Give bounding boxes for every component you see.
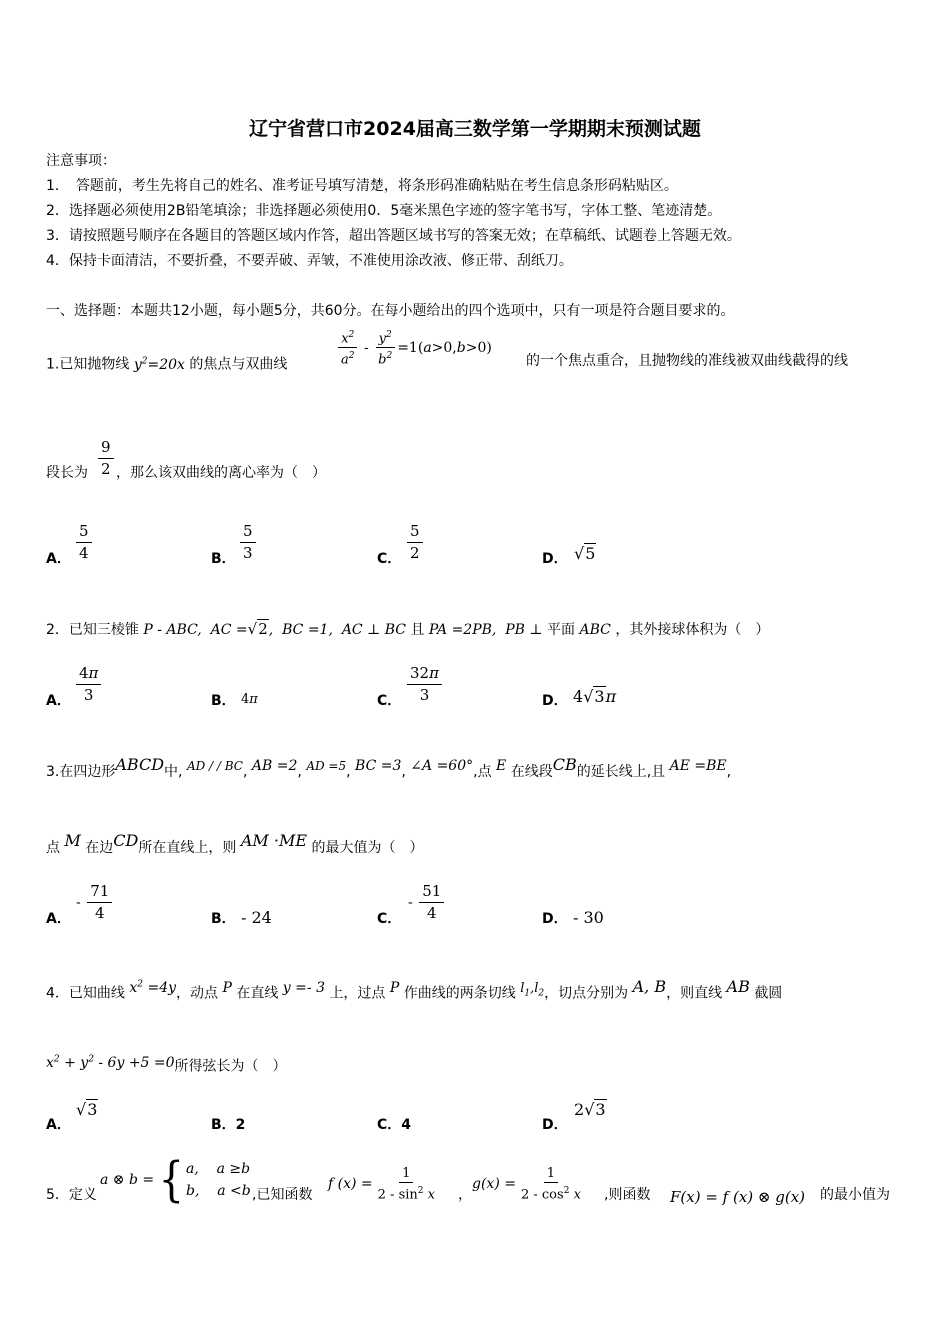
q2-text-1: 2．已知三棱锥 <box>46 622 139 638</box>
notice-item-1: 1． 答题前，考生先将自己的姓名、准考证号填写清楚，将条形码准确粘贴在考生信息条形码粘贴区。 <box>46 178 678 194</box>
q2-option-b-value: 4π <box>241 692 258 707</box>
q2-option-b-label: B． <box>211 693 236 709</box>
q3-text-5: 的延长线上,且 <box>576 764 666 780</box>
q2-text-2: 且 <box>410 622 425 638</box>
q5-F-formula: F(x) = f (x) ⊗ g(x) <box>670 1188 806 1206</box>
q1-option-d-label: D． <box>542 551 568 567</box>
q1-option-a-value: $\frac{5}{4}$ <box>74 522 94 563</box>
q5-text-1: 5．定义 <box>46 1187 97 1203</box>
q2-text-3: 平面 <box>547 622 576 638</box>
q2-plane: ABC <box>579 622 611 638</box>
q4-text-8: 截圆 <box>754 985 783 1002</box>
q4-text-7: ，则直线 <box>666 985 723 1002</box>
q1-hyperbola-formula: $\frac{x^2}{a^2}$ - $\frac{y^2}{b^2}$ =1(a>0,b>0) <box>336 328 492 374</box>
q3-text-8: 所在直线上，则 <box>138 840 237 856</box>
q2-option-c-label: C． <box>377 693 402 709</box>
q1-text-4: 段长为 <box>46 465 88 481</box>
question-3-line-2: 点 M 在边CD所在直线上，则 AM ·ME 的最大值为（ ） <box>46 831 424 856</box>
q5-text-3: ， <box>458 1187 472 1203</box>
notice-item-4: 4．保持卡面清洁，不要折叠，不要弄破、弄皱，不准使用涂改液、修正带、刮纸刀。 <box>46 253 573 269</box>
q2-option-a-value: $\frac{4\pi}{3}$ <box>74 664 103 705</box>
notice-heading: 注意事项： <box>46 153 116 169</box>
q3-text-3: ,点 <box>473 764 492 780</box>
q3-text-6: 点 <box>46 840 60 856</box>
q1-option-b-value: $\frac{5}{3}$ <box>238 522 258 563</box>
q3-text-1: 3.在四边形 <box>46 764 116 780</box>
q1-text-1: 1.已知抛物线 <box>46 356 130 373</box>
notice-item-2: 2．选择题必须使用2B铅笔填涂；非选择题必须使用0．5毫米黑色字迹的签字笔书写，字体工整、笔迹清楚。 <box>46 203 722 219</box>
q1-text-5: ，那么该双曲线的离心率为（ ） <box>116 465 326 481</box>
q4-text-3: 在直线 <box>236 985 279 1002</box>
q1-text-3: 的一个焦点重合，且抛物线的准线被双曲线截得的线 <box>526 353 848 369</box>
q2-conditions: P - ABC, AC =√2, BC =1, AC ⊥ BC <box>143 620 406 638</box>
q3-option-a-label: A． <box>46 911 71 927</box>
q4-text-6: ，切点分别为 <box>544 985 629 1002</box>
q1-option-c-label: C． <box>377 551 402 567</box>
page-title: 辽宁省营口市2024届高三数学第一学期期末预测试题 <box>249 118 701 140</box>
q4-option-c: C．4 <box>377 1117 412 1133</box>
q3-option-d-value: - 30 <box>573 908 604 927</box>
q1-text-2: 的焦点与双曲线 <box>189 356 288 373</box>
q2-option-a-label: A． <box>46 693 71 709</box>
q2-option-d-label: D． <box>542 693 568 709</box>
question-4-line-2 <box>46 1054 287 1076</box>
notice-item-3: 3．请按照题号顺序在各题目的答题区域内作答，超出答题区域书写的答案无效；在草稿纸、试题卷上答题无效。 <box>46 228 741 244</box>
q4-text-5: 作曲线的两条切线 <box>403 985 516 1002</box>
q2-conditions-2: PA =2PB, PB ⊥ <box>428 622 543 638</box>
q5-text-5: 的最小值为 <box>820 1187 890 1203</box>
q1-option-a-label: A． <box>46 551 71 567</box>
q4-text-4: 上，过点 <box>329 985 386 1002</box>
q3-option-d-label: D． <box>542 911 568 927</box>
q3-quad: ABCD <box>115 755 165 774</box>
q2-option-d-value: 4√3π <box>573 687 617 706</box>
q3-option-b-label: B． <box>211 911 236 927</box>
q3-text-2: 中, <box>164 764 183 780</box>
q5-definition: a ⊗ b = { a, a ≥b b, a <b <box>100 1152 251 1208</box>
q4-text-9: 所得弦长为（ ） <box>174 1058 287 1075</box>
section-heading: 一、选择题：本题共12小题，每小题5分，共60分。在每小题给出的四个选项中，只有一项是符合题目要求的。 <box>46 303 735 319</box>
q4-option-d-value: 2√3 <box>574 1100 606 1119</box>
question-2-line-1 <box>46 620 769 639</box>
q3-text-4: 在线段 <box>510 764 553 780</box>
q4-text-1: 4．已知曲线 <box>46 985 125 1002</box>
q1-parabola-formula: $y^2=20x$ <box>133 356 185 373</box>
question-1-line-1 <box>46 352 287 374</box>
q2-text-4: ，其外接球体积为（ ） <box>615 622 770 638</box>
q4-text-2: ，动点 <box>176 985 219 1002</box>
q5-text-4: ,则函数 <box>604 1187 651 1203</box>
q5-text-2: ,已知函数 <box>252 1187 313 1203</box>
q4-option-d-label: D． <box>542 1117 568 1133</box>
q3-text-7: 在边 <box>85 840 114 856</box>
q5-f-formula: f (x) = $\frac{1}{2 - \sin^2 x}$ <box>328 1166 435 1203</box>
q4-option-a-value: √3 <box>76 1100 98 1119</box>
q1-option-c-value: $\frac{5}{2}$ <box>405 522 425 563</box>
q1-option-b-label: B． <box>211 551 236 567</box>
q4-option-a-label: A． <box>46 1117 71 1133</box>
question-4-line-1: 4．已知曲线 $x^2 =4y$，动点 P 在直线 y =- 3 上，过点 P 作曲线的两条切线 $l_1,l_2$，切点分别为 A, B，则直线 AB 截圆 <box>46 976 783 1002</box>
q3-option-c-value: - $\frac{51}{4}$ <box>408 882 446 923</box>
q1-option-d-value: √5 <box>574 544 596 563</box>
q3-option-c-label: C． <box>377 911 402 927</box>
q4-circle-formula: $x^2 + y^2 - 6y +5 =0$ <box>46 1054 175 1071</box>
q3-option-b-value: - 24 <box>241 908 272 927</box>
q2-option-c-value: $\frac{32\pi}{3}$ <box>405 664 444 705</box>
q5-g-formula: g(x) = $\frac{1}{2 - \cos^2 x}$ <box>472 1166 581 1203</box>
question-3-line-1: 3.在四边形ABCD中, AD / / BC, AB =2, AD =5, BC =3, ∠A =60°,点 E 在线段CB的延长线上,且 AE =BE, <box>46 755 732 780</box>
q3-option-a-value: - $\frac{71}{4}$ <box>76 882 114 923</box>
q1-chord-length: $\frac{9}{2}$ <box>96 438 116 479</box>
q3-text-9: 的最大值为（ ） <box>311 840 424 856</box>
q4-option-b: B．2 <box>211 1117 246 1133</box>
